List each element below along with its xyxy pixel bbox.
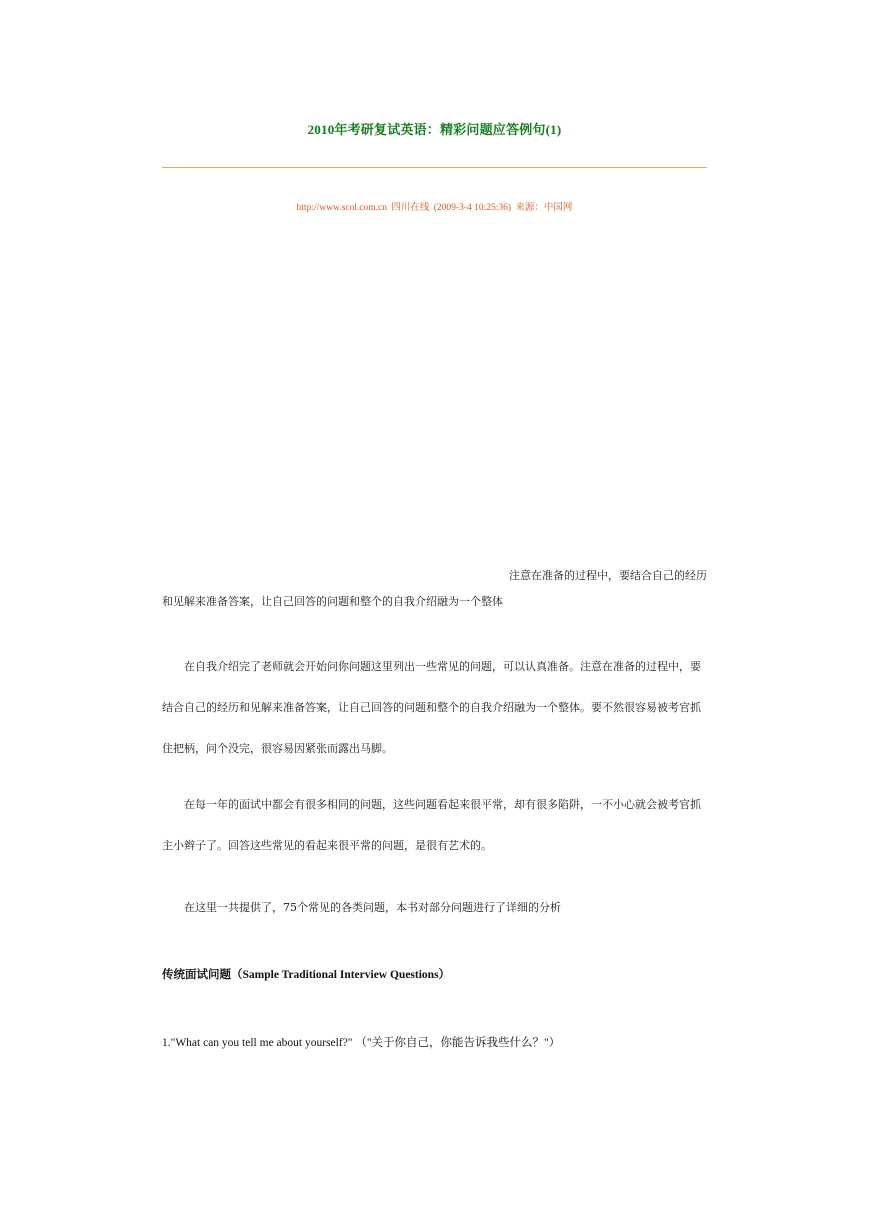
- meta-datetime: (2009-3-4 10:25:36): [433, 203, 512, 213]
- meta-site: 四川在线: [391, 203, 430, 213]
- meta-url-link[interactable]: http://www.scol.com.cn: [296, 203, 387, 213]
- title-divider: [162, 167, 707, 168]
- question-1: 1."What can you tell me about yourself?" （"关于你自己，你能告诉我些什么？"）: [162, 1037, 561, 1049]
- article-meta: [0, 199, 869, 213]
- intro-line-1: 注意在准备的过程中，要结合自己的经历: [509, 569, 707, 582]
- meta-source: 来源：中国网: [515, 203, 573, 213]
- paragraph-1: 在自我介绍完了老师就会开始问你问题这里列出一些常见的问题，可以认真准备。注意在准备的过程中，要结合自己的经历和见解来准备答案，让自己回答的问题和整个的自我介绍融为一个整体。要不然很容易被考官抓住把柄，问个没完，很容易因紧张而露出马脚。: [162, 660, 701, 755]
- intro-line-2: 和见解来准备答案，让自己回答的问题和整个的自我介绍融为一个整体: [162, 595, 503, 608]
- paragraph-3: 在这里一共提供了，75个常见的各类问题，本书对部分问题进行了详细的分析: [184, 901, 561, 914]
- article-title: 2010年考研复试英语：精彩问题应答例句(1): [307, 122, 562, 137]
- section-heading: 传统面试问题（Sample Traditional Interview Questions）: [162, 969, 451, 981]
- paragraph-2: 在每一年的面试中都会有很多相同的问题，这些问题看起来很平常，却有很多陷阱，一不小心就会被考官抓主小辫子了。回答这些常见的看起来很平常的问题，是很有艺术的。: [162, 798, 701, 852]
